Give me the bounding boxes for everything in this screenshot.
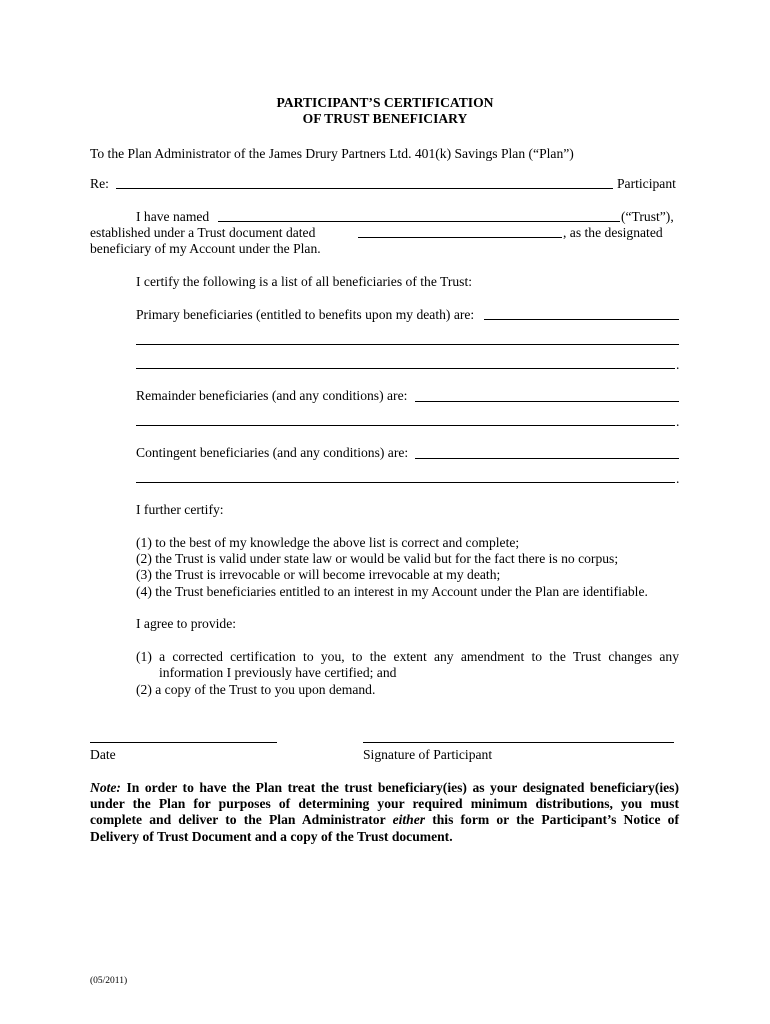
primary-field-1[interactable]	[484, 319, 679, 320]
note-line-4: Delivery of Trust Document and a copy of the Trust document.	[90, 829, 453, 844]
re-label: Re:	[90, 176, 109, 191]
participant-name-field[interactable]	[116, 188, 613, 189]
page-title: PARTICIPANT’S CERTIFICATION	[276, 95, 494, 110]
established-suffix: , as the designated	[563, 225, 663, 240]
contingent-field-1[interactable]	[415, 458, 679, 459]
note-line-1: Note: In order to have the Plan treat the trust beneficiary(ies) as your designated beneficiary(ies)	[90, 780, 680, 795]
date-label: Date	[90, 747, 116, 762]
further-certify: I further certify:	[136, 502, 224, 517]
note-line-3: complete and deliver to the Plan Administrator either this form or the Participant’s Notice of	[90, 812, 679, 827]
addressee-text: To the Plan Administrator of the James Drury Partners Ltd. 401(k) Savings Plan (“Plan”)	[90, 146, 574, 161]
certify-intro: I certify the following is a list of all beneficiaries of the Trust:	[136, 274, 472, 289]
footer-date: (05/2011)	[90, 976, 128, 986]
signature-label: Signature of Participant	[363, 747, 493, 762]
beneficiary-line: beneficiary of my Account under the Plan.	[90, 241, 321, 256]
contingent-period: .	[676, 471, 680, 486]
trust-name-field[interactable]	[218, 221, 620, 222]
remainder-field-1[interactable]	[415, 401, 679, 402]
agree-item-2: (2) a copy of the Trust to you upon demand.	[136, 682, 376, 697]
signature-field[interactable]	[363, 742, 674, 743]
trust-suffix: (“Trust”),	[621, 209, 674, 224]
trust-date-field[interactable]	[358, 237, 562, 238]
named-prefix: I have named	[136, 209, 210, 224]
note-line-2: under the Plan for purposes of determining your required minimum distributions, you must	[90, 796, 679, 811]
certify-item-3: (3) the Trust is irrevocable or will become irrevocable at my death;	[136, 567, 501, 582]
primary-field-3[interactable]	[136, 368, 675, 369]
remainder-field-2[interactable]	[136, 425, 675, 426]
contingent-label: Contingent beneficiaries (and any conditions) are:	[136, 445, 409, 460]
date-field[interactable]	[90, 742, 277, 743]
primary-period: .	[676, 357, 680, 372]
primary-field-2[interactable]	[136, 344, 679, 345]
agree-item-1-line-1: (1) a corrected certification to you, to the extent any amendment to the Trust changes any	[136, 649, 679, 664]
certify-item-4: (4) the Trust beneficiaries entitled to an interest in my Account under the Plan are identifiable.	[136, 584, 648, 599]
note-label: Note:	[90, 780, 121, 795]
remainder-label: Remainder beneficiaries (and any conditions) are:	[136, 388, 408, 403]
established-prefix: established under a Trust document dated	[90, 225, 316, 240]
agree-item-1-line-2: information I previously have certified; and	[159, 665, 397, 680]
remainder-period: .	[676, 414, 680, 429]
note-either: either	[392, 812, 426, 827]
participant-label: Participant	[617, 176, 676, 191]
contingent-field-2[interactable]	[136, 482, 675, 483]
certify-item-2: (2) the Trust is valid under state law or would be valid but for the fact there is no corpus;	[136, 551, 619, 566]
page-subtitle: OF TRUST BENEFICIARY	[302, 111, 468, 126]
certify-item-1: (1) to the best of my knowledge the above list is correct and complete;	[136, 535, 520, 550]
primary-label: Primary beneficiaries (entitled to benefits upon my death) are:	[136, 307, 475, 322]
agree-intro: I agree to provide:	[136, 616, 237, 631]
